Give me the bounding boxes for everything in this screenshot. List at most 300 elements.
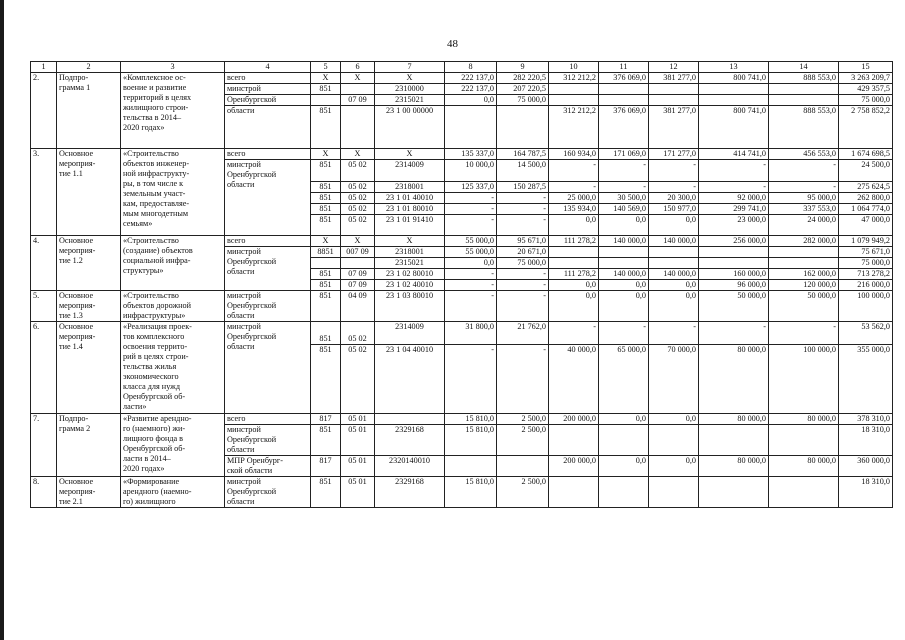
code-cell: 05 02: [341, 182, 375, 193]
code-cell: 851: [311, 291, 341, 322]
value-cell: 207 220,5: [497, 84, 549, 95]
column-header: 15: [839, 62, 893, 73]
code-cell: 2315021: [375, 95, 445, 106]
row-number: 7.: [31, 414, 57, 477]
value-cell: -: [549, 160, 599, 182]
code-cell: 07 09: [341, 280, 375, 291]
executor-cell: всего: [225, 149, 311, 160]
row-number: 2.: [31, 73, 57, 149]
value-cell: -: [699, 322, 769, 345]
code-cell: [341, 106, 375, 149]
value-cell: 80 000,0: [699, 414, 769, 425]
executor-cell: минстрой Оренбургской области: [225, 247, 311, 291]
value-cell: -: [445, 280, 497, 291]
row-title: «Реализация проек- тов комплексного освоения террито- рий в целях строи- тельства жилья экономического класса для нужд Оренбургской об- ласти»: [121, 322, 225, 414]
value-cell: [549, 247, 599, 258]
value-cell: [769, 425, 839, 456]
row-title: «Формирование арендного (наемно- го) жилищного: [121, 477, 225, 508]
table-row: [31, 236, 893, 247]
code-cell: 05 02: [341, 215, 375, 236]
value-cell: 312 212,2: [549, 73, 599, 84]
code-cell: 23 1 03 80010: [375, 291, 445, 322]
value-cell: [497, 456, 549, 477]
value-cell: -: [649, 160, 699, 182]
value-cell: 15 810,0: [445, 477, 497, 508]
value-cell: -: [445, 291, 497, 322]
total-cell: 1 674 698,5: [839, 149, 893, 160]
code-cell: 2314009: [375, 322, 445, 345]
value-cell: 40 000,0: [549, 345, 599, 414]
value-cell: -: [549, 322, 599, 345]
executor-cell: всего: [225, 414, 311, 425]
value-cell: -: [445, 215, 497, 236]
value-cell: [549, 258, 599, 269]
value-cell: [769, 95, 839, 106]
value-cell: 55 000,0: [445, 236, 497, 247]
value-cell: [699, 258, 769, 269]
total-cell: 75 671,0: [839, 247, 893, 258]
total-cell: 216 000,0: [839, 280, 893, 291]
value-cell: 20 300,0: [649, 193, 699, 204]
executor-cell: минстрой Оренбургской области: [225, 160, 311, 236]
value-cell: 0,0: [649, 291, 699, 322]
value-cell: 140 000,0: [649, 269, 699, 280]
value-cell: 0,0: [599, 280, 649, 291]
row-title: «Строительство объектов дорожной инфраструктуры»: [121, 291, 225, 322]
column-header: 13: [699, 62, 769, 73]
value-cell: 222 137,0: [445, 84, 497, 95]
table-row: [31, 322, 893, 345]
value-cell: 2 500,0: [497, 425, 549, 456]
value-cell: 70 000,0: [649, 345, 699, 414]
row-type: Основное мероприя- тие 1.4: [57, 322, 121, 414]
scan-edge-bar: [0, 0, 4, 640]
code-cell: 8851: [311, 247, 341, 258]
column-header: 2: [57, 62, 121, 73]
code-cell: [341, 258, 375, 269]
row-title: «Строительство (создание) объектов социальной инфра- структуры»: [121, 236, 225, 291]
code-cell: [375, 414, 445, 425]
value-cell: 25 000,0: [549, 193, 599, 204]
value-cell: 200 000,0: [549, 456, 599, 477]
executor-cell: всего: [225, 73, 311, 84]
code-cell: 23 1 01 80010: [375, 204, 445, 215]
value-cell: 222 137,0: [445, 73, 497, 84]
value-cell: [599, 258, 649, 269]
budget-table: [30, 61, 893, 508]
column-header: 7: [375, 62, 445, 73]
code-cell: 2318001: [375, 247, 445, 258]
code-cell: 05 01: [341, 477, 375, 508]
value-cell: [649, 425, 699, 456]
value-cell: [497, 106, 549, 149]
code-cell: 851: [311, 160, 341, 182]
value-cell: -: [497, 345, 549, 414]
value-cell: [599, 477, 649, 508]
value-cell: 95 671,0: [497, 236, 549, 247]
code-cell: 851: [311, 106, 341, 149]
value-cell: -: [769, 182, 839, 193]
value-cell: 2 500,0: [497, 414, 549, 425]
code-cell: Х: [311, 236, 341, 247]
code-cell: 851: [311, 84, 341, 95]
value-cell: [699, 247, 769, 258]
total-cell: 1 064 774,0: [839, 204, 893, 215]
executor-cell: минстрой Оренбургской области: [225, 477, 311, 508]
value-cell: 95 000,0: [769, 193, 839, 204]
value-cell: -: [445, 345, 497, 414]
code-cell: 2314009: [375, 160, 445, 182]
value-cell: 23 000,0: [699, 215, 769, 236]
table-row: [31, 291, 893, 322]
row-type: Основное мероприя- тие 1.2: [57, 236, 121, 291]
value-cell: [445, 106, 497, 149]
value-cell: [699, 425, 769, 456]
value-cell: 100 000,0: [769, 345, 839, 414]
value-cell: 30 500,0: [599, 193, 649, 204]
value-cell: [549, 95, 599, 106]
code-cell: 2329168: [375, 477, 445, 508]
column-header: 5: [311, 62, 341, 73]
value-cell: 80 000,0: [769, 456, 839, 477]
value-cell: 140 000,0: [599, 236, 649, 247]
column-header: 11: [599, 62, 649, 73]
value-cell: 381 277,0: [649, 106, 699, 149]
value-cell: [769, 247, 839, 258]
value-cell: 337 553,0: [769, 204, 839, 215]
value-cell: 0,0: [549, 215, 599, 236]
value-cell: [599, 95, 649, 106]
value-cell: 96 000,0: [699, 280, 769, 291]
value-cell: 0,0: [599, 215, 649, 236]
code-cell: 817: [311, 456, 341, 477]
value-cell: 414 741,0: [699, 149, 769, 160]
value-cell: 0,0: [549, 280, 599, 291]
value-cell: -: [699, 160, 769, 182]
value-cell: -: [599, 322, 649, 345]
value-cell: [549, 477, 599, 508]
executor-cell: минстрой Оренбургской области: [225, 291, 311, 322]
total-cell: 18 310,0: [839, 425, 893, 456]
executor-cell: Оренбургской: [225, 95, 311, 106]
value-cell: 376 069,0: [599, 73, 649, 84]
value-cell: 282 000,0: [769, 236, 839, 247]
value-cell: 256 000,0: [699, 236, 769, 247]
value-cell: [769, 84, 839, 95]
code-cell: 851: [311, 193, 341, 204]
value-cell: 140 569,0: [599, 204, 649, 215]
value-cell: [769, 258, 839, 269]
executor-cell: области: [225, 106, 311, 149]
code-cell: [341, 84, 375, 95]
code-cell: 851: [311, 215, 341, 236]
value-cell: 0,0: [549, 291, 599, 322]
row-type: Основное мероприя- тие 2.1: [57, 477, 121, 508]
code-cell: Х: [311, 73, 341, 84]
table-row: [31, 73, 893, 84]
value-cell: 15 810,0: [445, 414, 497, 425]
value-cell: 376 069,0: [599, 106, 649, 149]
code-cell: 23 1 02 40010: [375, 280, 445, 291]
value-cell: 50 000,0: [769, 291, 839, 322]
code-cell: 05 02: [341, 204, 375, 215]
column-header: 3: [121, 62, 225, 73]
value-cell: 80 000,0: [699, 456, 769, 477]
value-cell: 20 671,0: [497, 247, 549, 258]
column-header: 4: [225, 62, 311, 73]
value-cell: [649, 477, 699, 508]
code-cell: 2310000: [375, 84, 445, 95]
code-cell: 851: [311, 425, 341, 456]
code-cell: 851: [311, 182, 341, 193]
total-cell: 355 000,0: [839, 345, 893, 414]
value-cell: [599, 247, 649, 258]
value-cell: 171 277,0: [649, 149, 699, 160]
code-cell: 04 09: [341, 291, 375, 322]
executor-cell: минстрой: [225, 84, 311, 95]
code-cell: 851: [311, 204, 341, 215]
value-cell: -: [497, 269, 549, 280]
total-cell: 100 000,0: [839, 291, 893, 322]
code-cell: 817: [311, 414, 341, 425]
value-cell: 92 000,0: [699, 193, 769, 204]
value-cell: 75 000,0: [497, 258, 549, 269]
total-cell: 378 310,0: [839, 414, 893, 425]
code-cell: 07 09: [341, 269, 375, 280]
value-cell: 15 810,0: [445, 425, 497, 456]
code-cell: 007 09: [341, 247, 375, 258]
value-cell: 120 000,0: [769, 280, 839, 291]
table-row: [31, 149, 893, 160]
code-cell: 05 02: [341, 193, 375, 204]
row-type: Подпро- грамма 2: [57, 414, 121, 477]
total-cell: 18 310,0: [839, 477, 893, 508]
value-cell: -: [497, 280, 549, 291]
value-cell: 10 000,0: [445, 160, 497, 182]
value-cell: 800 741,0: [699, 106, 769, 149]
code-cell: 05 01: [341, 414, 375, 425]
code-cell: 2318001: [375, 182, 445, 193]
value-cell: 80 000,0: [769, 414, 839, 425]
value-cell: [769, 477, 839, 508]
code-cell: 23 1 01 91410: [375, 215, 445, 236]
row-number: 3.: [31, 149, 57, 236]
value-cell: 50 000,0: [699, 291, 769, 322]
value-cell: 888 553,0: [769, 73, 839, 84]
value-cell: 75 000,0: [497, 95, 549, 106]
total-cell: 24 500,0: [839, 160, 893, 182]
value-cell: [699, 84, 769, 95]
value-cell: -: [497, 204, 549, 215]
code-cell: 851: [311, 322, 341, 345]
value-cell: -: [497, 291, 549, 322]
row-title: «Комплексное ос- воение и развитие территорий в целях жилищного строи- тельства в 2014– 2020 годах»: [121, 73, 225, 149]
value-cell: 162 000,0: [769, 269, 839, 280]
value-cell: 140 000,0: [649, 236, 699, 247]
value-cell: 0,0: [599, 456, 649, 477]
code-cell: 851: [311, 269, 341, 280]
total-cell: 75 000,0: [839, 95, 893, 106]
code-cell: [311, 95, 341, 106]
value-cell: [649, 247, 699, 258]
code-cell: Х: [341, 73, 375, 84]
code-cell: Х: [311, 149, 341, 160]
row-number: 6.: [31, 322, 57, 414]
value-cell: 24 000,0: [769, 215, 839, 236]
total-cell: 360 000,0: [839, 456, 893, 477]
value-cell: -: [699, 182, 769, 193]
column-header: 1: [31, 62, 57, 73]
value-cell: [549, 425, 599, 456]
table-row: [31, 414, 893, 425]
code-cell: Х: [341, 149, 375, 160]
value-cell: 140 000,0: [599, 269, 649, 280]
row-type: Основное мероприя- тие 1.1: [57, 149, 121, 236]
total-cell: 1 079 949,2: [839, 236, 893, 247]
value-cell: -: [599, 160, 649, 182]
value-cell: 0,0: [649, 280, 699, 291]
code-cell: 05 01: [341, 456, 375, 477]
value-cell: 0,0: [649, 215, 699, 236]
total-cell: 713 278,2: [839, 269, 893, 280]
value-cell: 312 212,2: [549, 106, 599, 149]
value-cell: 55 000,0: [445, 247, 497, 258]
value-cell: -: [497, 193, 549, 204]
value-cell: 2 500,0: [497, 477, 549, 508]
value-cell: 160 934,0: [549, 149, 599, 160]
value-cell: 299 741,0: [699, 204, 769, 215]
value-cell: 14 500,0: [497, 160, 549, 182]
value-cell: 150 977,0: [649, 204, 699, 215]
value-cell: 135 934,0: [549, 204, 599, 215]
value-cell: 65 000,0: [599, 345, 649, 414]
value-cell: 888 553,0: [769, 106, 839, 149]
row-type: Основное мероприя- тие 1.3: [57, 291, 121, 322]
value-cell: -: [599, 182, 649, 193]
code-cell: 05 02: [341, 322, 375, 345]
value-cell: 0,0: [649, 414, 699, 425]
code-cell: 05 02: [341, 345, 375, 414]
table-row: [31, 477, 893, 508]
value-cell: 0,0: [649, 456, 699, 477]
value-cell: -: [549, 182, 599, 193]
value-cell: 111 278,2: [549, 269, 599, 280]
value-cell: -: [445, 193, 497, 204]
code-cell: Х: [341, 236, 375, 247]
value-cell: 200 000,0: [549, 414, 599, 425]
column-header: 6: [341, 62, 375, 73]
value-cell: 31 800,0: [445, 322, 497, 345]
value-cell: -: [649, 182, 699, 193]
column-header: 9: [497, 62, 549, 73]
column-header: 14: [769, 62, 839, 73]
value-cell: 150 287,5: [497, 182, 549, 193]
value-cell: [649, 95, 699, 106]
code-cell: 05 01: [341, 425, 375, 456]
executor-cell: всего: [225, 236, 311, 247]
row-number: 4.: [31, 236, 57, 291]
value-cell: -: [445, 204, 497, 215]
executor-cell: минстрой Оренбургской области: [225, 322, 311, 414]
value-cell: [699, 477, 769, 508]
value-cell: -: [649, 322, 699, 345]
value-cell: 0,0: [445, 95, 497, 106]
value-cell: [445, 456, 497, 477]
code-cell: [311, 258, 341, 269]
code-cell: 851: [311, 345, 341, 414]
code-cell: Х: [375, 73, 445, 84]
value-cell: 111 278,2: [549, 236, 599, 247]
value-cell: -: [769, 322, 839, 345]
value-cell: 381 277,0: [649, 73, 699, 84]
executor-cell: минстрой Оренбургской области: [225, 425, 311, 456]
value-cell: 0,0: [599, 414, 649, 425]
code-cell: 07 09: [341, 95, 375, 106]
total-cell: 2 758 852,2: [839, 106, 893, 149]
value-cell: [649, 258, 699, 269]
total-cell: 429 357,5: [839, 84, 893, 95]
executor-cell: МПР Оренбург- ской области: [225, 456, 311, 477]
code-cell: Х: [375, 149, 445, 160]
page-number: 48: [447, 38, 458, 50]
row-type: Подпро- грамма 1: [57, 73, 121, 149]
row-number: 8.: [31, 477, 57, 508]
value-cell: 80 000,0: [699, 345, 769, 414]
value-cell: 164 787,5: [497, 149, 549, 160]
code-cell: 23 1 04 40010: [375, 345, 445, 414]
value-cell: 456 553,0: [769, 149, 839, 160]
column-header: 10: [549, 62, 599, 73]
value-cell: 21 762,0: [497, 322, 549, 345]
total-cell: 75 000,0: [839, 258, 893, 269]
code-cell: 851: [311, 477, 341, 508]
code-cell: 2315021: [375, 258, 445, 269]
total-cell: 47 000,0: [839, 215, 893, 236]
code-cell: 851: [311, 280, 341, 291]
row-number: 5.: [31, 291, 57, 322]
code-cell: 05 02: [341, 160, 375, 182]
total-cell: 3 263 209,7: [839, 73, 893, 84]
value-cell: 282 220,5: [497, 73, 549, 84]
total-cell: 275 624,5: [839, 182, 893, 193]
column-header: 12: [649, 62, 699, 73]
value-cell: 160 000,0: [699, 269, 769, 280]
value-cell: [599, 425, 649, 456]
code-cell: 2320140010: [375, 456, 445, 477]
code-cell: 23 1 00 00000: [375, 106, 445, 149]
value-cell: 171 069,0: [599, 149, 649, 160]
value-cell: [699, 95, 769, 106]
code-cell: Х: [375, 236, 445, 247]
row-title: «Развитие арендно- го (наемного) жи- лищного фонда в Оренбургской об- ласти в 2014– 2020 годах»: [121, 414, 225, 477]
value-cell: 800 741,0: [699, 73, 769, 84]
column-header: 8: [445, 62, 497, 73]
value-cell: 0,0: [445, 258, 497, 269]
value-cell: -: [445, 269, 497, 280]
value-cell: 135 337,0: [445, 149, 497, 160]
code-cell: 23 1 02 80010: [375, 269, 445, 280]
total-cell: 53 562,0: [839, 322, 893, 345]
value-cell: -: [497, 215, 549, 236]
value-cell: 0,0: [599, 291, 649, 322]
total-cell: 262 800,0: [839, 193, 893, 204]
header-row: [31, 62, 893, 73]
value-cell: [599, 84, 649, 95]
value-cell: 125 337,0: [445, 182, 497, 193]
row-title: «Строительство объектов инженер- ной инфраструкту- ры, в том числе к земельным участ- кам, предоставляе- мым многодетным семьям»: [121, 149, 225, 236]
code-cell: 23 1 01 40010: [375, 193, 445, 204]
value-cell: [549, 84, 599, 95]
